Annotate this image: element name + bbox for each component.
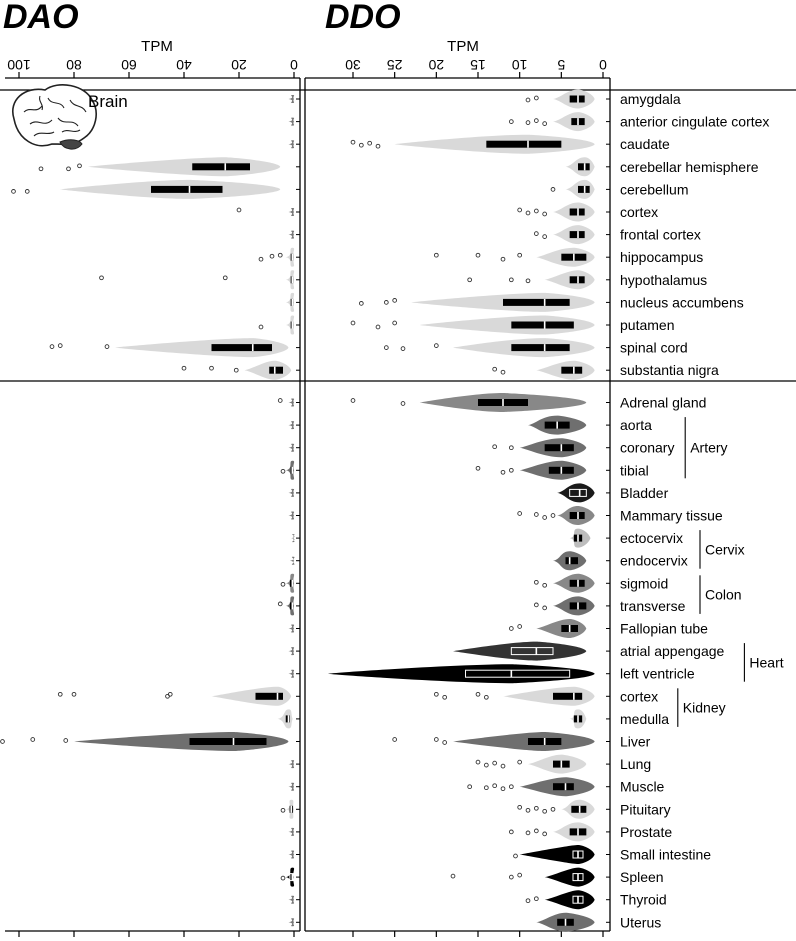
dao-tick-label: 60 [121, 57, 137, 73]
tissue-label: Fallopian tube [620, 620, 708, 637]
outlier-point [359, 302, 363, 306]
box-ddo-hypothalamus [570, 276, 585, 283]
tissue-label: hippocampus [620, 249, 704, 266]
outlier-point [526, 279, 530, 283]
dao-plot-area [1, 95, 295, 926]
ddo-tick-label: 0 [599, 57, 607, 73]
violin-dao-ectocervix [291, 534, 294, 542]
outlier-point [259, 325, 263, 329]
tissue-label: nucleus accumbens [620, 294, 744, 311]
outlier-point [543, 516, 547, 520]
box-dao-spinal-cord [212, 344, 273, 351]
violin-dao-small-intestine [289, 851, 295, 859]
box-ddo-muscle [553, 783, 574, 790]
dao-tick-label: 20 [231, 57, 247, 73]
box-ddo-substantia-nigra [561, 367, 582, 374]
outlier-point [278, 602, 282, 606]
violin-ddo-spleen [545, 868, 595, 887]
outlier-point [518, 625, 522, 629]
outlier-point [518, 253, 522, 257]
violin-ddo-left-ventricle [328, 664, 595, 683]
tissue-label: cortex [620, 204, 659, 220]
outlier-point [493, 367, 497, 371]
box-ddo-cortex [553, 693, 582, 700]
tissue-label: Prostate [620, 823, 673, 840]
outlier-point [31, 738, 35, 742]
outlier-point [78, 164, 82, 168]
outlier-point [484, 786, 488, 790]
violin-ddo-atrial-appengage [453, 642, 586, 661]
tissue-label: spinal cord [620, 339, 688, 356]
outlier-point [534, 119, 538, 123]
outlier-point [534, 897, 538, 901]
tissue-label: caudate [620, 136, 670, 153]
outlier-point [281, 469, 285, 473]
tissue-label: Uterus [620, 914, 662, 931]
tissue-label: medulla [620, 710, 670, 727]
outlier-point [543, 235, 547, 239]
outlier-point [100, 276, 104, 280]
tissue-label: cerebellar hemisphere [620, 158, 759, 175]
tissue-label: tibial [620, 462, 649, 479]
violin-dao-adrenal-gland [289, 399, 295, 407]
tissue-label: Lung [620, 756, 652, 773]
outlier-point [278, 253, 282, 257]
tissue-label: frontal cortex [620, 226, 701, 243]
violin-dao-muscle [289, 783, 295, 791]
box-ddo-mammary-tissue [570, 512, 585, 519]
outlier-point [351, 140, 355, 144]
outlier-point [534, 513, 538, 517]
outlier-point [58, 692, 62, 696]
brain-section-label: Brain [88, 92, 128, 111]
outlier-point [434, 344, 438, 348]
outlier-point [484, 695, 488, 699]
outlier-point [105, 345, 109, 349]
ddo-tick-label: 10 [511, 57, 528, 73]
outlier-point [1, 740, 5, 744]
outlier-point [543, 212, 547, 216]
violin-dao-thyroid [289, 896, 295, 904]
outlier-point [551, 514, 555, 518]
dao-panel-title: DAO [3, 0, 79, 36]
outlier-point [526, 98, 530, 102]
box-ddo-endocervix [566, 557, 579, 564]
outlier-point [543, 832, 547, 836]
box-ddo-cortex [570, 209, 585, 216]
violin-dao-lung [289, 760, 295, 768]
box-ddo-caudate [486, 141, 561, 148]
dao-x-axis-label: TPM [141, 38, 173, 55]
outlier-point [534, 209, 538, 213]
outlier-point [509, 875, 513, 879]
outlier-point [443, 741, 447, 745]
box-dao-cortex [256, 693, 284, 700]
outlier-point [509, 446, 513, 450]
outlier-point [493, 445, 497, 449]
box-dao-cerebellum [151, 186, 223, 193]
violin-dao-endocervix [290, 557, 295, 565]
outlier-point [468, 785, 472, 789]
outlier-point [526, 831, 530, 835]
group-label-colon: Colon [705, 586, 742, 603]
outlier-point [270, 254, 274, 258]
outlier-point [468, 278, 472, 282]
violin-ddo-thyroid [545, 890, 595, 909]
outlier-point [476, 760, 480, 764]
tissue-label: sigmoid [620, 575, 669, 592]
outlier-point [493, 761, 497, 765]
outlier-point [237, 208, 241, 212]
outlier-point [543, 606, 547, 610]
box-ddo-cerebellum [578, 186, 590, 193]
outlier-point [484, 763, 488, 767]
outlier-point [210, 366, 214, 370]
box-ddo-coronary [545, 444, 574, 451]
tissue-label: transverse [620, 597, 686, 614]
outlier-point [534, 580, 538, 584]
outlier-point [518, 805, 522, 809]
violin-dao-aorta [289, 421, 295, 429]
outlier-point [501, 787, 505, 791]
tissue-label: aorta [620, 417, 652, 434]
outlier-point [39, 167, 43, 171]
ddo-panel-title: DDO [325, 0, 401, 36]
outlier-point [493, 784, 497, 788]
outlier-point [543, 583, 547, 587]
violin-dao-amygdala [289, 95, 295, 103]
tissue-labels [620, 91, 769, 930]
violin-dao-caudate [289, 140, 295, 148]
outlier-point [509, 830, 513, 834]
box-ddo-nucleus-accumbens [503, 299, 570, 306]
outlier-point [509, 468, 513, 472]
outlier-point [223, 276, 227, 280]
group-label-heart: Heart [749, 654, 784, 671]
outlier-point [259, 257, 263, 261]
outlier-point [501, 370, 505, 374]
tissue-label: Thyroid [620, 891, 667, 908]
outlier-point [514, 854, 518, 858]
tissue-label: Liver [620, 733, 651, 750]
outlier-point [509, 785, 513, 789]
tissue-label: left ventricle [620, 665, 695, 682]
ddo-tick-label: 15 [470, 57, 486, 73]
outlier-point [384, 346, 388, 350]
box-ddo-sigmoid [570, 580, 585, 587]
outlier-point [64, 739, 68, 743]
outlier-point [72, 692, 76, 696]
outlier-point [526, 899, 530, 903]
outlier-point [376, 144, 380, 148]
outlier-point [359, 143, 363, 147]
outlier-point [401, 402, 405, 406]
outlier-point [509, 278, 513, 282]
outlier-point [25, 190, 29, 194]
violin-dao-atrial-appengage [289, 647, 295, 655]
outlier-point [534, 829, 538, 833]
outlier-point [278, 399, 282, 403]
outlier-point [393, 321, 397, 325]
violin-dao-frontal-cortex [289, 231, 295, 239]
outlier-point [518, 760, 522, 764]
outlier-point [281, 582, 285, 586]
violin-ddo-liver [453, 732, 595, 751]
outlier-point [509, 627, 513, 631]
violin-dao-fallopian-tube [289, 625, 295, 633]
tissue-label: Muscle [620, 778, 665, 795]
tissue-label: Mammary tissue [620, 507, 723, 524]
outlier-point [443, 695, 447, 699]
outlier-point [534, 603, 538, 607]
outlier-point [534, 232, 538, 236]
violin-dao-uterus [289, 918, 295, 926]
tissue-label: coronary [620, 439, 675, 456]
tissue-label: anterior cingulate cortex [620, 113, 770, 130]
tissue-label: Bladder [620, 484, 669, 501]
tissue-label: cerebellum [620, 181, 689, 198]
dao-tick-label: 100 [7, 57, 31, 73]
outlier-point [534, 806, 538, 810]
violin-dao-medulla [278, 709, 293, 728]
outlier-point [526, 211, 530, 215]
group-label-cervix: Cervix [705, 541, 745, 558]
brain-icon [13, 85, 96, 149]
box-ddo-cerebellar-hemisphere [578, 163, 590, 170]
box-ddo-spinal-cord [511, 344, 569, 351]
ddo-tick-label: 25 [386, 57, 403, 73]
outlier-point [476, 466, 480, 470]
violin-ddo-bladder [557, 483, 595, 502]
ddo-x-axis-label: TPM [447, 38, 479, 55]
box-dao-cerebellar-hemisphere [192, 163, 250, 170]
outlier-point [501, 764, 505, 768]
tissue-label: Pituitary [620, 801, 671, 818]
outlier-point [518, 873, 522, 877]
outlier-point [501, 470, 505, 474]
dao-tick-label: 40 [176, 57, 192, 73]
tissue-label: amygdala [620, 91, 681, 107]
tissue-label: cortex [620, 688, 659, 705]
tissue-label: Small intestine [620, 846, 712, 863]
tissue-label: putamen [620, 317, 675, 333]
outlier-point [351, 321, 355, 325]
outlier-point [476, 253, 480, 257]
outlier-point [393, 738, 397, 742]
outlier-point [451, 874, 455, 878]
outlier-point [534, 96, 538, 100]
outlier-point [509, 120, 513, 124]
violin-dao-substantia-nigra [245, 361, 292, 380]
outlier-point [401, 347, 405, 351]
group-label-artery: Artery [690, 439, 728, 456]
box-ddo-frontal-cortex [570, 231, 585, 238]
dao-tick-label: 80 [66, 57, 82, 73]
violin-dao-cerebellar-hemisphere [88, 157, 281, 176]
outlier-point [434, 738, 438, 742]
outlier-point [351, 399, 355, 403]
outlier-point [434, 253, 438, 257]
outlier-point [526, 808, 530, 812]
box-dao-liver [190, 738, 267, 745]
outlier-point [12, 190, 16, 194]
box-ddo-amygdala [570, 96, 585, 103]
outlier-point [384, 301, 388, 305]
outlier-point [67, 167, 71, 171]
outlier-point [58, 344, 62, 348]
outlier-point [368, 141, 372, 145]
outlier-point [476, 692, 480, 696]
outlier-point [543, 122, 547, 126]
tissue-label: atrial appengage [620, 643, 725, 660]
ddo-tick-label: 30 [345, 57, 361, 73]
violin-dao-bladder [289, 489, 295, 497]
violin-dao-anterior-cingulate-cortex [289, 118, 295, 126]
group-label-kidney: Kidney [682, 699, 726, 716]
outlier-point [551, 188, 555, 192]
tissue-label: endocervix [620, 552, 688, 569]
ddo-plot-area [328, 90, 595, 932]
ddo-tick-label: 5 [557, 57, 566, 73]
outlier-point [234, 368, 238, 372]
dao-tick-label: 0 [290, 57, 298, 73]
tissue-label: ectocervix [620, 530, 684, 547]
outlier-point [50, 345, 54, 349]
tissue-label: hypothalamus [620, 271, 708, 288]
outlier-point [518, 512, 522, 516]
ddo-tick-label: 20 [428, 57, 445, 73]
outlier-point [501, 257, 505, 261]
violin-dao-mammary-tissue [289, 512, 295, 520]
box-ddo-putamen [511, 322, 574, 329]
outlier-point [393, 299, 397, 303]
outlier-point [526, 121, 530, 125]
violin-dao-coronary [289, 444, 295, 452]
outlier-point [434, 692, 438, 696]
box-ddo-pituitary [571, 806, 586, 813]
violin-dao-left-ventricle [289, 670, 295, 678]
violin-dao-prostate [289, 828, 295, 836]
tissue-label: substantia nigra [620, 362, 719, 379]
outlier-point [551, 807, 555, 811]
violin-dao-cortex [289, 208, 295, 216]
outlier-point [518, 208, 522, 212]
box-dao-substantia-nigra [269, 367, 283, 374]
outlier-point [376, 325, 380, 329]
tissue-label: Spleen [620, 869, 664, 886]
outlier-point [543, 809, 547, 813]
outlier-point [166, 694, 170, 698]
outlier-point [281, 876, 285, 880]
outlier-point [182, 366, 186, 370]
outlier-point [281, 808, 285, 812]
tissue-label: Adrenal gland [620, 394, 707, 411]
